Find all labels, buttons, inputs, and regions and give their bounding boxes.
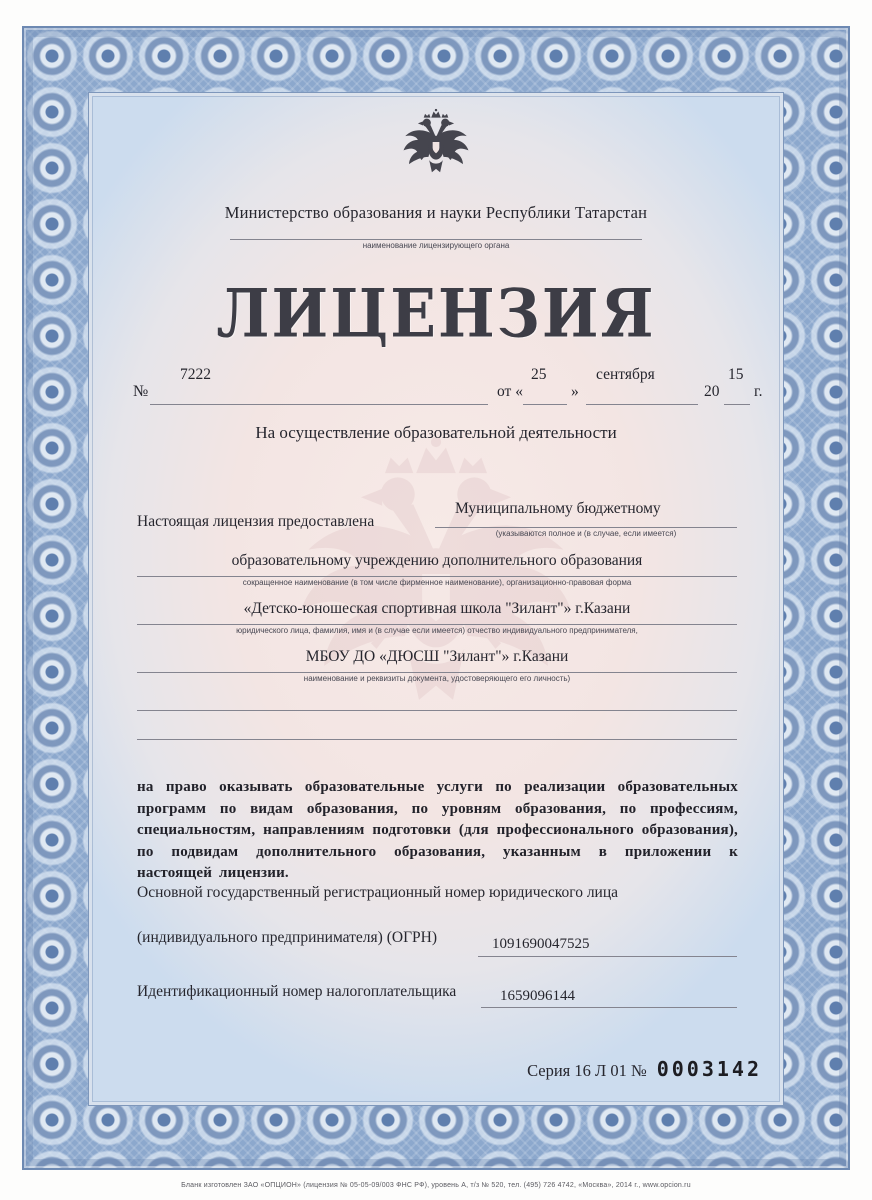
org-full-name-caption: сокращенное наименование (в том числе фирменное наименование), организационно-правовая форма xyxy=(137,576,737,588)
license-number-rule xyxy=(150,404,488,405)
issuer-name: Министерство образования и науки Республики Татарстан xyxy=(224,203,648,222)
ogrn-value: 1091690047525 xyxy=(492,936,590,952)
org-short-name-caption: наименование и реквизиты документа, удостоверяющего его личность) xyxy=(137,672,737,684)
issuer-caption: наименование лицензирующего органа xyxy=(230,239,642,251)
series-number: 0003142 xyxy=(656,1057,762,1081)
org-school-name-caption: юридического лица, фамилия, имя и (в случае если имеется) отчество индивидуального предпринимателя, xyxy=(137,624,737,636)
inn-rule xyxy=(481,1007,737,1008)
granted-value: Муниципальному бюджетному xyxy=(455,500,661,517)
granted-label: Настоящая лицензия предоставлена xyxy=(137,513,375,530)
org-full-name: образовательному учреждению дополнительного образования xyxy=(231,552,643,569)
coat-of-arms-icon xyxy=(395,106,477,188)
license-number-value: 7222 xyxy=(180,366,211,383)
date-day-rule xyxy=(523,404,567,405)
ogrn-label-1: Основной государственный регистрационный номер юридического лица xyxy=(137,884,619,901)
watermark-eagle xyxy=(266,425,606,765)
org-short-name: МБОУ ДО «ДЮСШ "Зилант"» г.Казани xyxy=(305,648,569,665)
document-title: ЛИЦЕНЗИЯ xyxy=(216,276,656,353)
org-school-name: «Детско-юношеская спортивная школа "Зилант"» г.Казани xyxy=(243,600,631,617)
blank-manufacturer-imprint: Бланк изготовлен ЗАО «ОПЦИОН» (лицензия № 05-05-09/003 ФНС РФ), уровень А, т/з № 520, тел. (495) 726 4742, «Москва», 2014 г., www.opcion.ru xyxy=(181,1182,691,1189)
date-year-prefix: 20 xyxy=(704,383,720,400)
series-label: Серия 16 Л 01 № xyxy=(527,1061,647,1080)
date-year-value: 15 xyxy=(728,366,744,383)
ogrn-rule xyxy=(478,956,737,957)
inn-label: Идентификационный номер налогоплательщика xyxy=(137,983,457,1000)
date-from-label: от « xyxy=(497,383,523,400)
date-month-rule xyxy=(586,404,698,405)
blank-line xyxy=(137,710,737,711)
date-month-value: сентября xyxy=(596,366,655,383)
date-close-quote: » xyxy=(571,383,579,400)
rights-paragraph: на право оказывать образовательные услуги по реализации образовательных программ по видам образования, по уровням образования, по профессиям, специальностям, направлениям подготовки (для профессионального образования), по подвидам дополнительного образования, указанным в приложении к настоящей лицензии. xyxy=(137,779,738,882)
date-year-suffix: г. xyxy=(754,383,763,400)
date-day-value: 25 xyxy=(531,366,547,383)
granted-caption: (указываются полное и (в случае, если имеется) xyxy=(435,527,737,539)
ogrn-label-2: (индивидуального предпринимателя) (ОГРН) xyxy=(137,929,438,946)
license-subtitle: На осуществление образовательной деятельности xyxy=(255,423,617,442)
blank-line xyxy=(137,739,737,740)
license-number-sign: № xyxy=(133,383,149,400)
series-row xyxy=(400,1057,762,1081)
inn-value: 1659096144 xyxy=(500,988,575,1004)
date-year-rule xyxy=(724,404,750,405)
